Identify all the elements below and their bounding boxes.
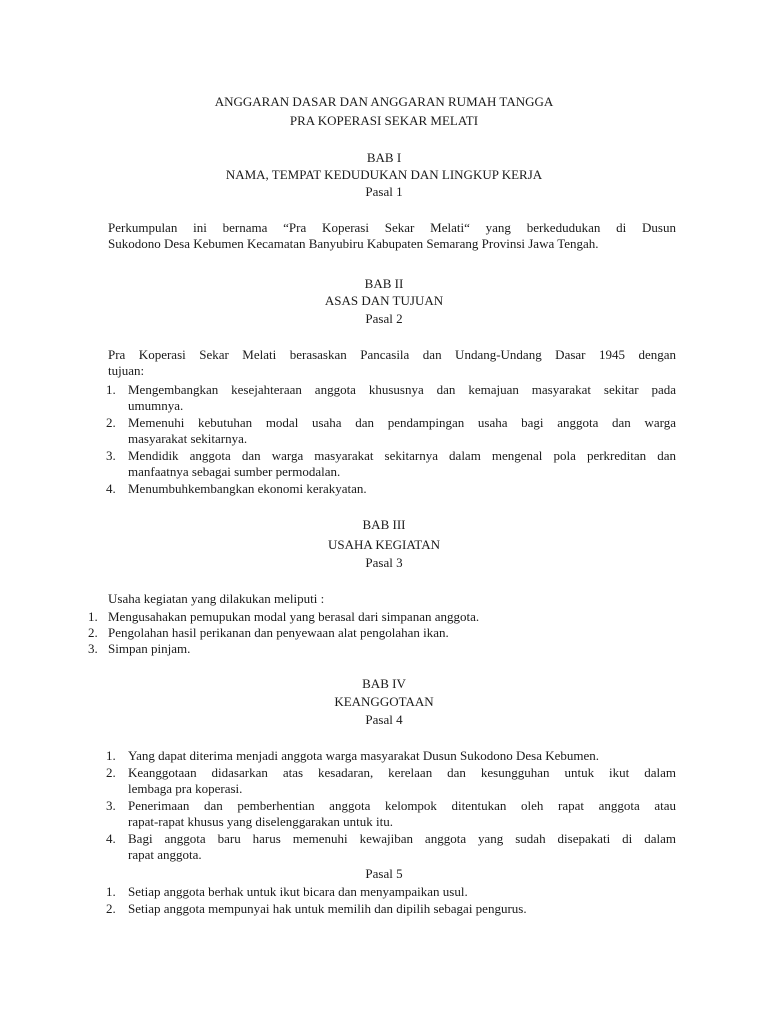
list-item-number: 2. [88, 625, 98, 640]
list-item-number: 2. [106, 765, 116, 780]
list-item-number: 1. [106, 884, 116, 899]
document-title: ANGGARAN DASAR DAN ANGGARAN RUMAH TANGGA [214, 94, 554, 109]
list-item-text: lembaga pra koperasi. [128, 781, 243, 796]
list-item-text: Yang dapat diterima menjadi anggota warga masyarakat Dusun Sukodono Desa Kebumen. [128, 748, 600, 763]
document-subtitle: PRA KOPERASI SEKAR MELATI [289, 113, 479, 128]
paragraph-line: Pra Koperasi Sekar Melati berasaskan Pancasila dan Undang-Undang Dasar 1945 dengan [108, 347, 676, 362]
pasal-1-label: Pasal 1 [365, 184, 403, 199]
list-item-text: rapat anggota. [128, 847, 202, 862]
list-item-number: 3. [106, 448, 116, 463]
paragraph-line: Perkumpulan ini bernama “Pra Koperasi Sekar Melati“ yang berkedudukan di Dusun [108, 220, 676, 235]
list-item [106, 831, 676, 863]
list-item-text: Setiap anggota mempunyai hak untuk memilih dan dipilih sebagai pengurus. [128, 901, 527, 916]
list-item-text: Penerimaan dan pemberhentian anggota kelompok ditentukan oleh rapat anggota atau [128, 798, 676, 813]
bab-i-title: NAMA, TEMPAT KEDUDUKAN DAN LINGKUP KERJA [225, 167, 543, 182]
pasal-2-label: Pasal 2 [365, 311, 403, 326]
list-item [106, 382, 676, 414]
list-item-number: 1. [106, 382, 116, 397]
list-item [106, 884, 676, 900]
list-item [106, 748, 676, 764]
list-item [88, 641, 588, 657]
list-item [106, 481, 676, 497]
bab-iii-title: USAHA KEGIATAN [328, 537, 440, 552]
bab-i-label: BAB I [366, 150, 402, 165]
pasal-4-label: Pasal 4 [365, 712, 403, 727]
bab-iii-label: BAB III [362, 517, 406, 532]
list-item-number: 1. [88, 609, 98, 624]
list-item-text: Mengembangkan kesejahteraan anggota khususnya dan kemajuan masyarakat sekitar pada [128, 382, 676, 397]
list-item [106, 798, 676, 830]
bab-ii-title: ASAS DAN TUJUAN [324, 293, 444, 308]
list-item-text: Memenuhi kebutuhan modal usaha dan pendampingan usaha bagi anggota dan warga [128, 415, 676, 430]
list-item-number: 2. [106, 901, 116, 916]
pasal-3-intro [108, 591, 676, 607]
pasal-3-label: Pasal 3 [365, 555, 403, 570]
keanggotaan-list [106, 748, 676, 864]
list-item-text: Simpan pinjam. [108, 641, 191, 656]
hak-anggota-list [106, 884, 676, 918]
list-item-text: Bagi anggota baru harus memenuhi kewajiban anggota yang sudah disepakati di dalam [128, 831, 676, 846]
list-item-text: Pengolahan hasil perikanan dan penyewaan alat pengolahan ikan. [108, 625, 449, 640]
list-item-text: Keanggotaan didasarkan atas kesadaran, kerelaan dan kesungguhan untuk ikut dalam [128, 765, 676, 780]
pasal-5-label: Pasal 5 [365, 866, 403, 881]
list-item-text: rapat-rapat khusus yang diselenggarakan untuk itu. [128, 814, 393, 829]
pasal-2-intro [108, 347, 676, 379]
list-item-text: masyarakat sekitarnya. [128, 431, 248, 446]
list-item-text: umumnya. [128, 398, 184, 413]
list-item-text: Setiap anggota berhak untuk ikut bicara dan menyampaikan usul. [128, 884, 468, 899]
bab-iv-title: KEANGGOTAAN [334, 694, 434, 709]
list-item [106, 448, 676, 480]
list-item [106, 415, 676, 447]
paragraph-line: Usaha kegiatan yang dilakukan meliputi : [108, 591, 325, 606]
list-item-number: 4. [106, 481, 116, 496]
list-item [88, 609, 588, 625]
list-item-number: 2. [106, 415, 116, 430]
list-item-text: manfaatnya sebagai sumber permodalan. [128, 464, 341, 479]
list-item-number: 3. [88, 641, 98, 656]
list-item [88, 625, 588, 641]
list-item [106, 901, 676, 917]
list-item [106, 765, 676, 797]
list-item-text: Mengusahakan pemupukan modal yang berasal dari simpanan anggota. [108, 609, 480, 624]
pasal-1-paragraph [108, 220, 676, 252]
bab-ii-label: BAB II [364, 276, 404, 291]
paragraph-line: tujuan: [108, 363, 145, 378]
list-item-number: 4. [106, 831, 116, 846]
usaha-list [88, 609, 588, 657]
bab-iv-label: BAB IV [362, 676, 406, 691]
paragraph-line: Sukodono Desa Kebumen Kecamatan Banyubiru Kabupaten Semarang Provinsi Jawa Tengah. [108, 236, 599, 251]
list-item-text: Menumbuhkembangkan ekonomi kerakyatan. [128, 481, 367, 496]
list-item-number: 1. [106, 748, 116, 763]
list-item-text: Mendidik anggota dan warga masyarakat sekitarnya dalam mengenal pola perkreditan dan [128, 448, 676, 463]
list-item-number: 3. [106, 798, 116, 813]
tujuan-list [106, 382, 676, 498]
